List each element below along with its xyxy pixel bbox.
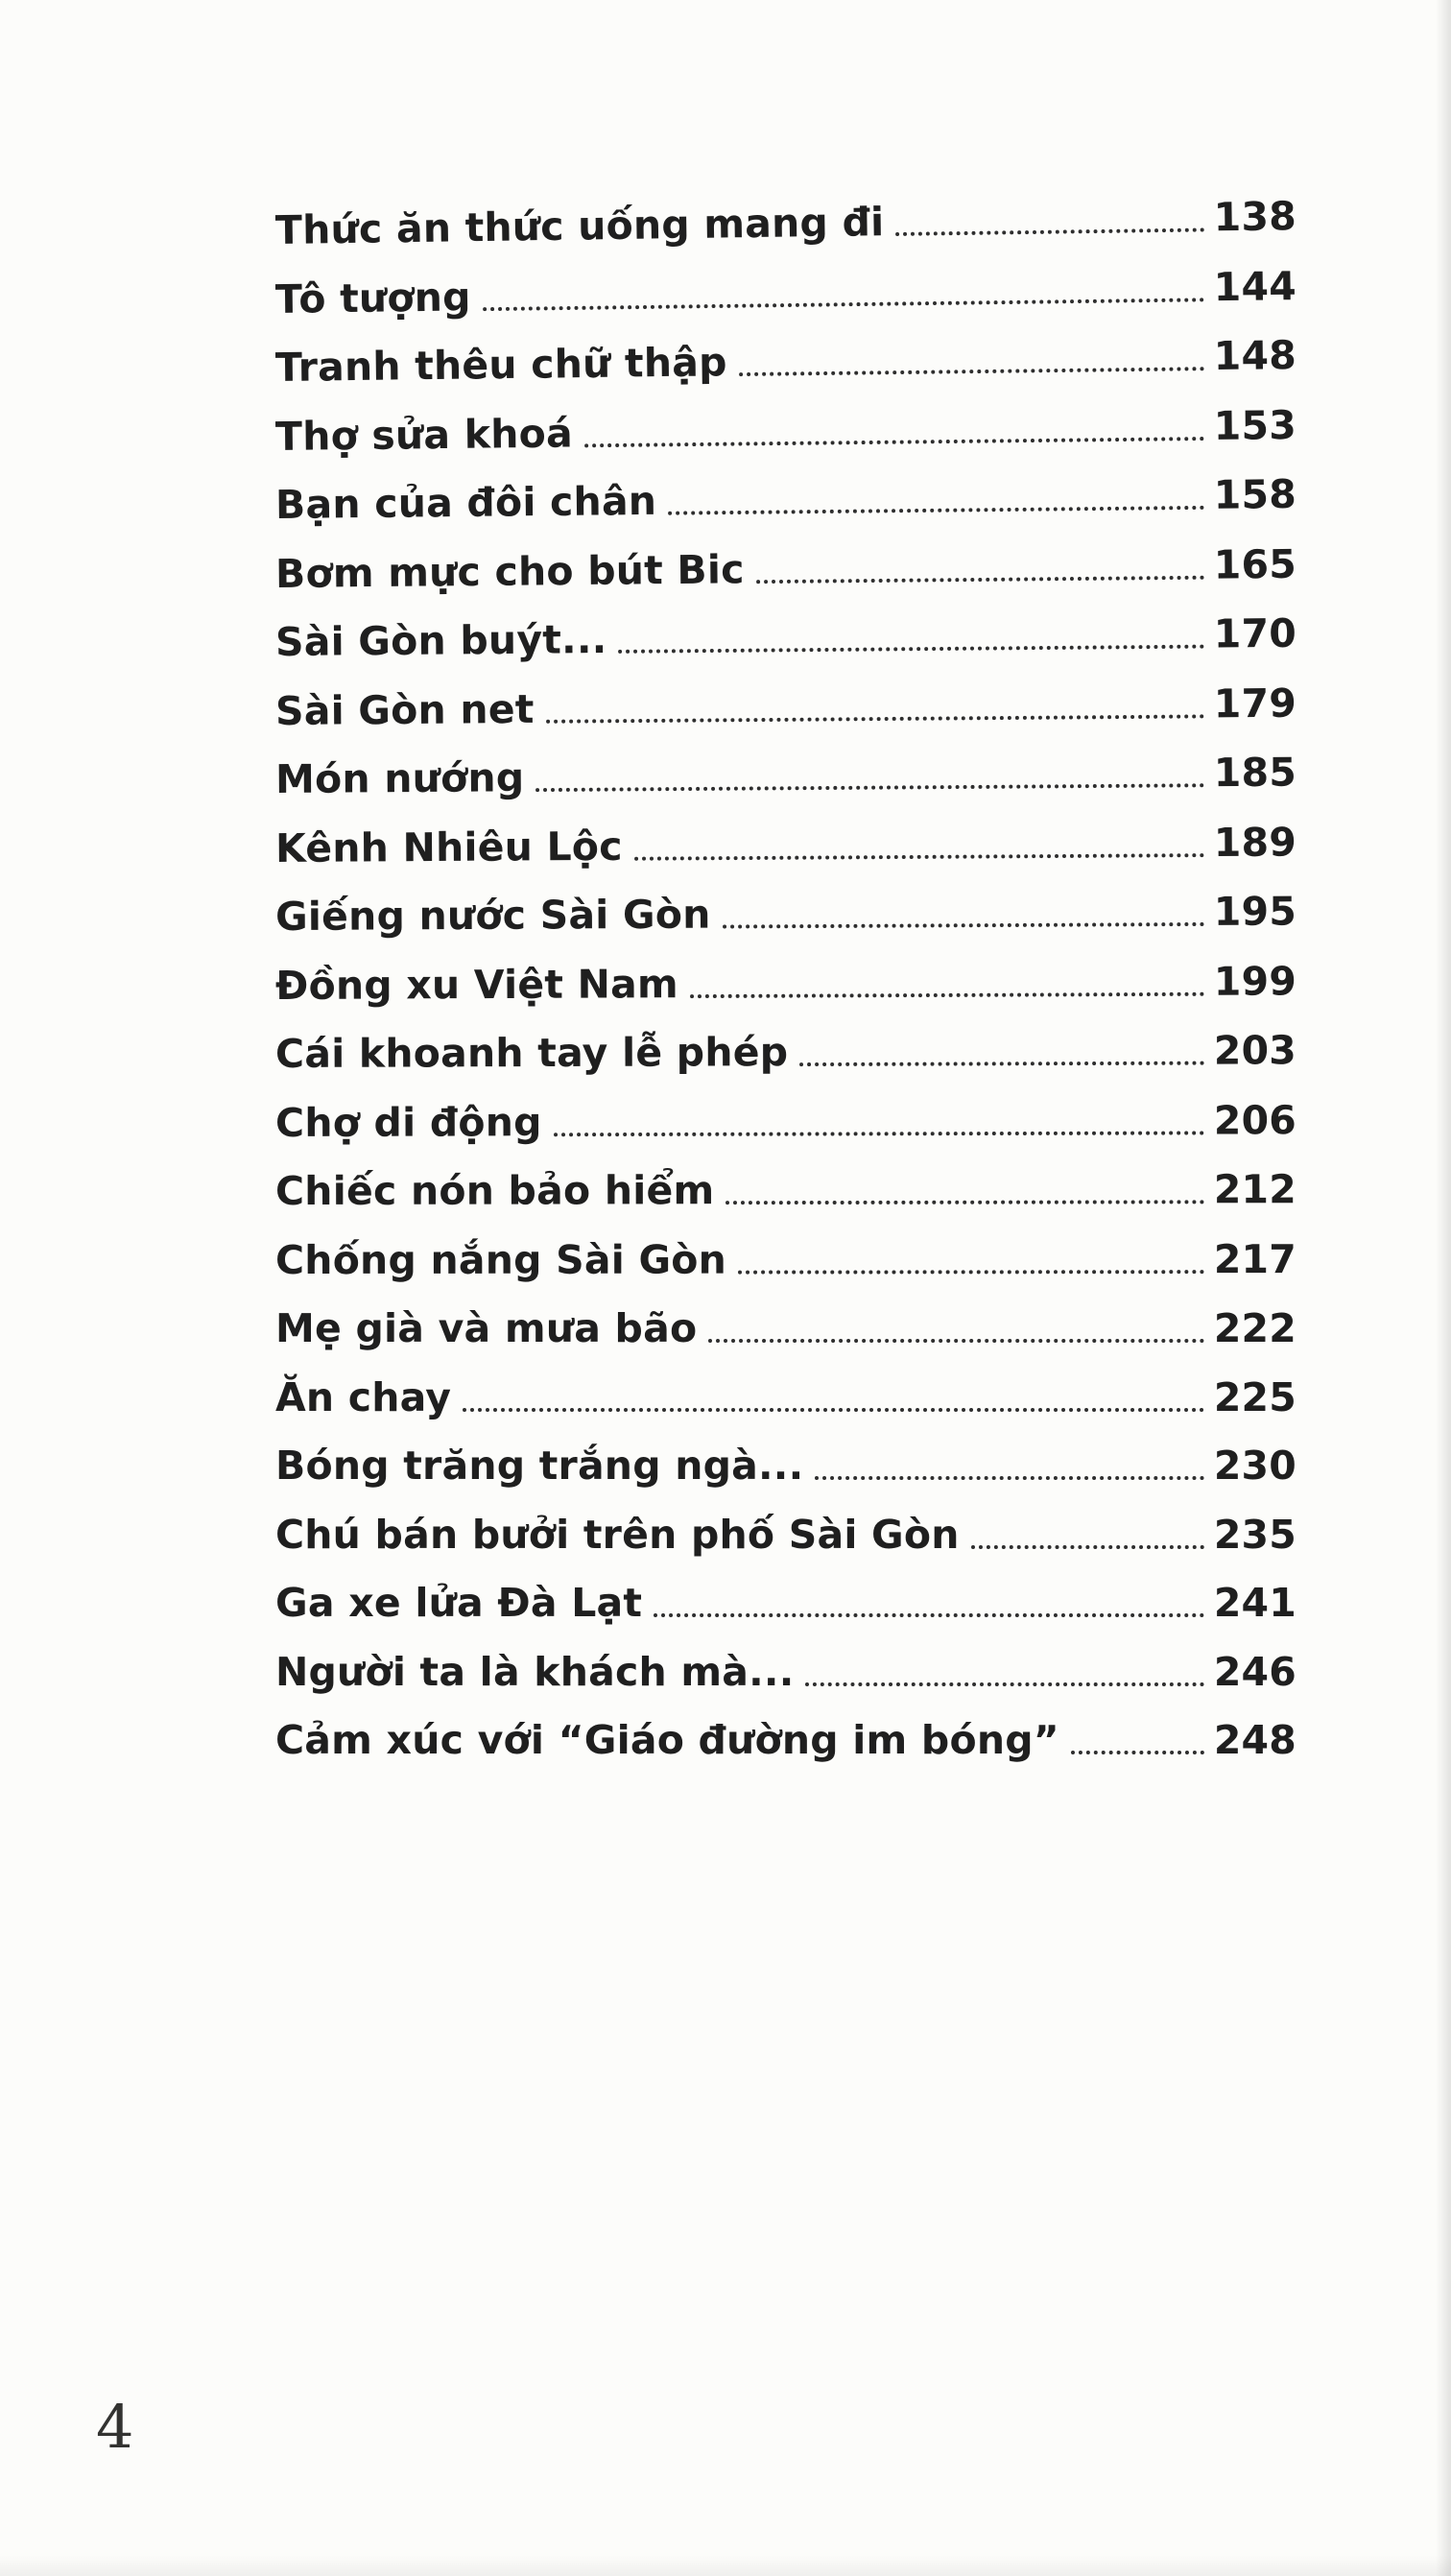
toc-leader-dots	[895, 227, 1203, 235]
toc-entry-title: Bạn của đôi chân	[274, 477, 657, 528]
toc-entry	[275, 739, 1296, 815]
toc-entry-title: Chiếc nón bảo hiểm	[274, 1167, 715, 1214]
toc-entry-title: Kênh Nhiêu Lộc	[274, 823, 623, 871]
toc-leader-dots	[546, 714, 1204, 723]
toc-leader-dots	[971, 1545, 1204, 1549]
toc-leader-dots	[554, 1131, 1204, 1136]
toc-entry-title: Tô tượng	[274, 273, 471, 322]
toc-entry	[275, 1226, 1296, 1295]
toc-entry-page: 217	[1213, 1235, 1297, 1282]
toc-entry-page: 148	[1213, 332, 1297, 380]
toc-entry-page: 138	[1213, 193, 1297, 241]
toc-entry-page: 248	[1213, 1717, 1296, 1763]
toc-entry	[275, 877, 1296, 951]
toc-entry	[275, 1501, 1296, 1570]
toc-entry-page: 246	[1213, 1648, 1296, 1695]
toc-entry-title: Đồng xu Việt Nam	[274, 960, 678, 1009]
toc-entry-page: 212	[1213, 1166, 1297, 1213]
toc-entry	[275, 1638, 1296, 1707]
table-of-contents	[274, 193, 1297, 1776]
toc-entry	[275, 1432, 1296, 1501]
toc-entry-page: 185	[1213, 749, 1297, 797]
page-number-folio: 4	[96, 2392, 134, 2462]
toc-entry-title: Tranh thêu chữ thập	[274, 339, 727, 391]
toc-entry-title: Chú bán bưởi trên phố Sài Gòn	[275, 1511, 960, 1558]
toc-entry-title: Ăn chay	[275, 1373, 452, 1420]
toc-leader-dots	[805, 1682, 1203, 1686]
toc-entry-title: Cái khoanh tay lễ phép	[274, 1029, 789, 1077]
toc-entry	[275, 1295, 1296, 1364]
toc-entry-title: Cảm xúc với “Giáo đường im bóng”	[275, 1717, 1059, 1763]
toc-entry	[275, 1156, 1296, 1226]
toc-entry-title: Bóng trăng trắng ngà...	[275, 1443, 804, 1489]
toc-leader-dots	[690, 991, 1204, 997]
toc-entry-page: 203	[1213, 1027, 1297, 1074]
toc-entry-page: 170	[1213, 609, 1297, 657]
toc-entry	[275, 252, 1297, 334]
toc-leader-dots	[584, 437, 1204, 447]
toc-entry-title: Sài Gòn buýt...	[274, 615, 607, 665]
toc-leader-dots	[634, 853, 1204, 861]
toc-entry-title: Thợ sửa khoá	[274, 409, 574, 460]
toc-entry-page: 165	[1213, 540, 1297, 588]
toc-entry-page: 179	[1213, 680, 1297, 727]
toc-entry-page: 222	[1213, 1305, 1296, 1351]
toc-leader-dots	[535, 783, 1204, 792]
toc-leader-dots	[726, 1200, 1203, 1205]
toc-entry-page: 153	[1213, 401, 1297, 449]
toc-entry	[275, 391, 1297, 471]
toc-leader-dots	[483, 298, 1204, 311]
toc-entry-title: Ga xe lửa Đà Lạt	[275, 1580, 643, 1626]
toc-entry	[275, 1569, 1296, 1638]
toc-leader-dots	[618, 645, 1203, 654]
toc-entry	[275, 600, 1297, 678]
toc-leader-dots	[1071, 1751, 1204, 1754]
toc-entry-page: 241	[1213, 1580, 1296, 1626]
toc-entry-title: Sài Gòn net	[274, 685, 535, 734]
toc-entry-page: 225	[1213, 1373, 1296, 1420]
toc-leader-dots	[708, 1339, 1203, 1343]
toc-leader-dots	[815, 1476, 1203, 1480]
toc-leader-dots	[738, 1270, 1204, 1274]
toc-leader-dots	[723, 922, 1204, 929]
toc-entry	[275, 461, 1297, 540]
toc-leader-dots	[739, 367, 1204, 376]
toc-entry	[275, 669, 1297, 746]
toc-leader-dots	[756, 575, 1204, 583]
toc-leader-dots	[799, 1061, 1204, 1066]
toc-leader-dots	[463, 1408, 1204, 1412]
toc-entry-title: Bơm mực cho bút Bic	[274, 545, 745, 597]
toc-entry	[275, 1364, 1296, 1433]
toc-entry-page: 235	[1213, 1511, 1296, 1558]
toc-entry-title: Món nướng	[274, 754, 525, 802]
toc-entry	[275, 530, 1297, 608]
toc-entry-title: Thức ăn thức uống mang đi	[274, 199, 885, 253]
toc-entry-page: 144	[1213, 262, 1297, 310]
toc-entry-title: Người ta là khách mà...	[275, 1648, 795, 1695]
toc-entry-title: Mẹ già và mưa bão	[275, 1305, 698, 1351]
toc-entry	[275, 1706, 1296, 1776]
toc-entry-page: 206	[1213, 1096, 1297, 1143]
toc-entry	[275, 182, 1297, 265]
toc-entry-title: Chống nắng Sài Gòn	[274, 1236, 727, 1283]
toc-entry	[275, 322, 1297, 402]
toc-entry-page: 189	[1213, 819, 1297, 866]
toc-entry-title: Giếng nước Sài Gòn	[274, 891, 711, 940]
toc-entry	[275, 1016, 1296, 1088]
toc-entry-page: 199	[1213, 957, 1297, 1005]
toc-entry-page: 195	[1213, 888, 1297, 935]
toc-entry	[275, 947, 1296, 1020]
toc-leader-dots	[668, 506, 1204, 515]
toc-entry-page: 230	[1213, 1443, 1296, 1489]
toc-entry	[275, 808, 1296, 883]
toc-entry-title: Chợ di động	[274, 1098, 542, 1146]
toc-entry-page: 158	[1213, 470, 1297, 518]
toc-entry	[275, 1086, 1296, 1157]
toc-leader-dots	[654, 1613, 1204, 1617]
